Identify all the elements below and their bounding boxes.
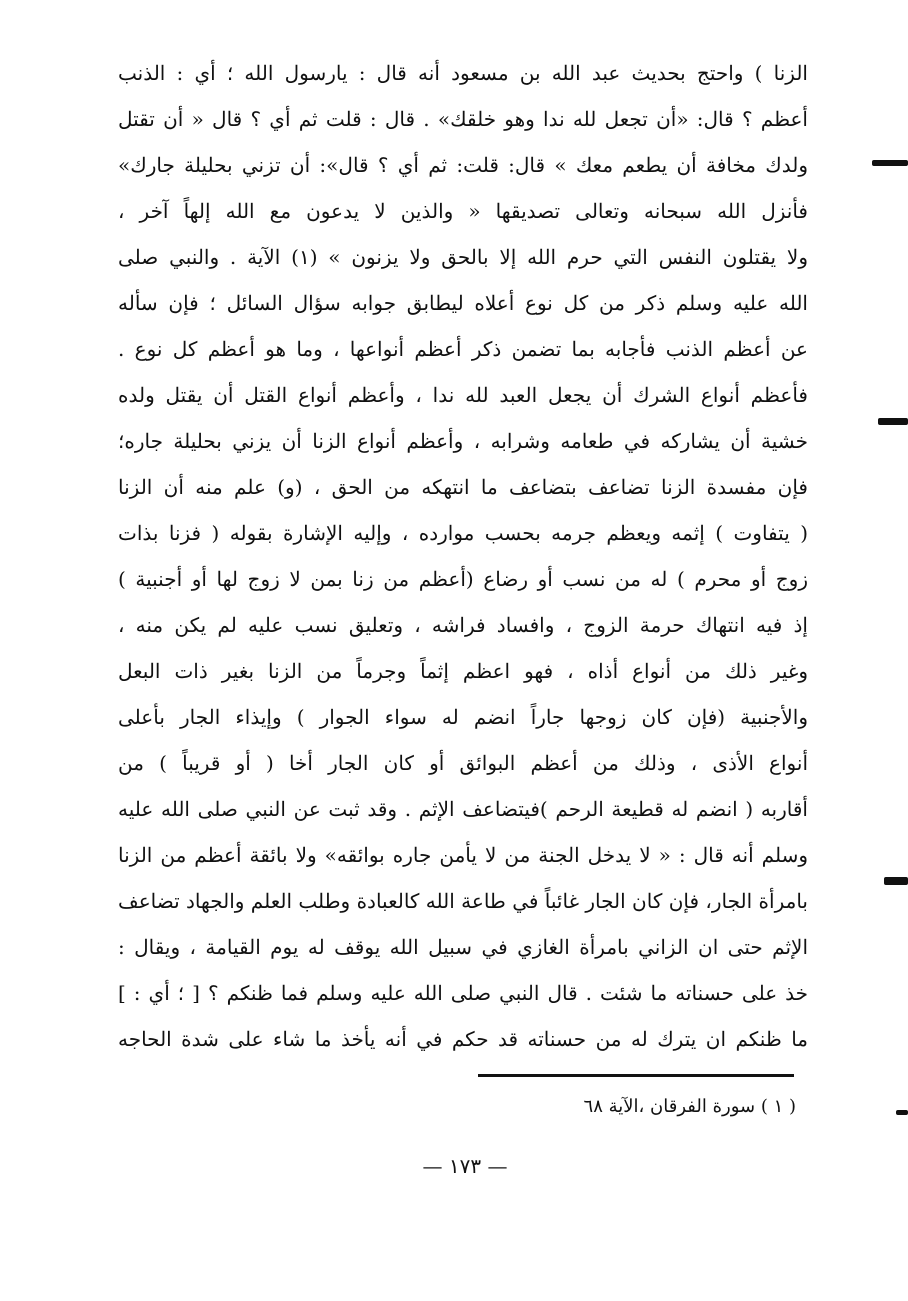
footnote-divider <box>478 1074 794 1077</box>
text-line: وسلم أنه قال : « لا يدخل الجنة من لا يأمن جاره بوائقه» ولا بائقة أعظم من الزنا <box>118 843 808 867</box>
page-number: — ١٧٣ — <box>422 1154 508 1178</box>
main-text-block <box>118 50 808 1062</box>
footnote: ( ١ ) سورة الفرقان ،الآية ٦٨ <box>583 1096 796 1117</box>
text-line: ولدك مخافة أن يطعم معك » قال: قلت: ثم أي ؟ قال»: أن تزني بحليلة جارك» <box>118 153 808 177</box>
text-line: ما ظنكم ان يترك له من حسناته قد حكم في أنه يأخذ ما شاء على شدة الحاجه <box>118 1027 808 1051</box>
text-line: الله عليه وسلم ذكر من كل نوع أعلاه ليطابق جوابه سؤال السائل ؛ فإن سأله <box>118 291 808 315</box>
text-line: عن أعظم الذنب فأجابه بما تضمن ذكر أعظم أنواعها ، وما هو أعظم كل نوع . <box>118 337 808 361</box>
scan-edge-mark <box>878 418 908 425</box>
text-line: الزنا ) واحتج بحديث عبد الله بن مسعود أنه قال : يارسول الله ؛ أي : الذنب <box>118 61 808 85</box>
text-line: الإثم حتى ان الزاني بامرأة الغازي في سبيل الله يوقف له يوم القيامة ، ويقال : <box>118 935 808 959</box>
text-line: والأجنبية (فإن كان زوجها جاراً انضم له سواء الجوار ) وإيذاء الجار بأعلى <box>118 705 808 729</box>
text-line: بامرأة الجار، فإن كان الجار غائباً في طاعة الله كالعبادة وطلب العلم والجهاد تضاعف <box>118 889 808 913</box>
text-line: خشية أن يشاركه في طعامه وشرابه ، وأعظم أنواع الزنا أن يزني بحليلة جاره؛ <box>118 429 808 453</box>
scan-edge-mark <box>884 877 908 885</box>
text-line: ( يتفاوت ) إثمه ويعظم جرمه بحسب موارده ، وإليه الإشارة بقوله ( فزنا بذات <box>118 521 808 545</box>
text-line: أقاربه ( انضم له قطيعة الرحم )فيتضاعف الإثم . وقد ثبت عن النبي صلى الله عليه <box>118 797 808 821</box>
text-line: أنواع الأذى ، وذلك من أعظم البوائق أو كان الجار أخا ( أو قريباً ) من <box>118 751 808 775</box>
text-line: خذ على حسناته ما شئت . قال النبي صلى الله عليه وسلم فما ظنكم ؟ [ ؛ أي : ] <box>118 981 808 1005</box>
text-line: فإن مفسدة الزنا تضاعف بتضاعف ما انتهكه من الحق ، (و) علم منه أن الزنا <box>118 475 808 499</box>
text-line: أعظم ؟ قال: «أن تجعل لله ندا وهو خلقك» . قال : قلت ثم أي ؟ قال « أن تقتل <box>118 107 808 131</box>
scan-edge-mark <box>872 160 908 166</box>
text-line: زوج أو محرم ) له من نسب أو رضاع (أعظم من زنا بمن لا زوج لها أو أجنبية ) <box>118 567 808 591</box>
text-line: وغير ذلك من أنواع أذاه ، فهو اعظم إثماً وجرماً من الزنا بغير ذات البعل <box>118 659 808 683</box>
text-line: فأعظم أنواع الشرك أن يجعل العبد لله ندا ، وأعظم أنواع القتل أن يقتل ولده <box>118 383 808 407</box>
text-line: فأنزل الله سبحانه وتعالى تصديقها « والذين لا يدعون مع الله إلهاً آخر ، <box>118 199 808 223</box>
text-line: إذ فيه انتهاك حرمة الزوج ، وافساد فراشه ، وتعليق نسب عليه لم يكن منه ، <box>118 613 808 637</box>
scan-edge-mark <box>896 1110 908 1115</box>
text-line: ولا يقتلون النفس التي حرم الله إلا بالحق ولا يزنون » (١) الآية . والنبي صلى <box>118 245 808 269</box>
